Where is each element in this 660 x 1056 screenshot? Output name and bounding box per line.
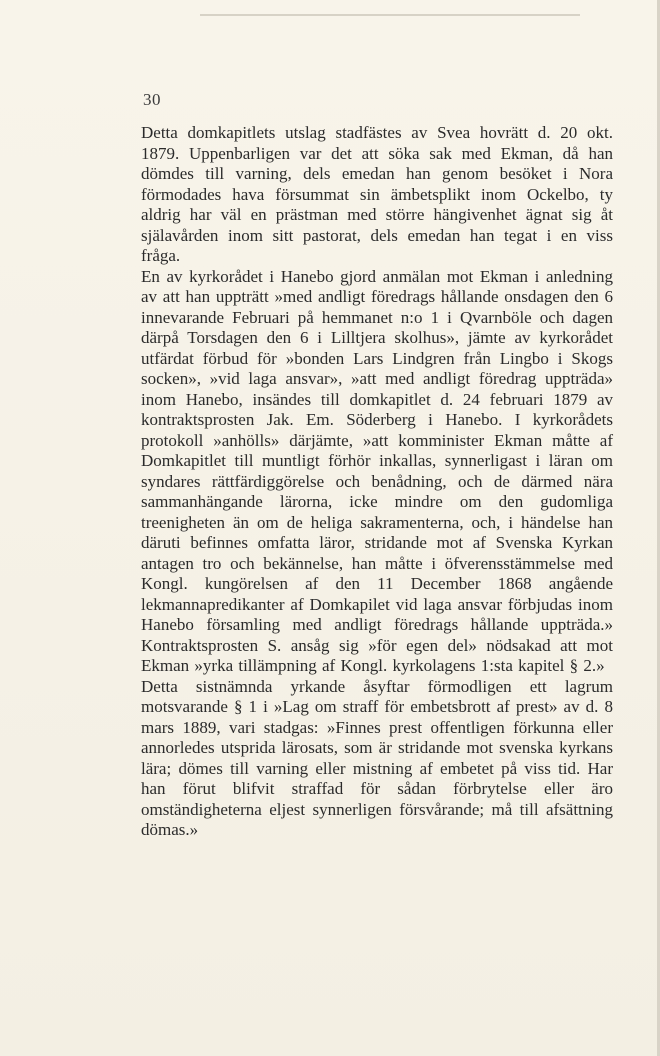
- paragraph-3: Detta sistnämnda yrkande åsyftar förmodligen ett lagrum motsvarande § 1 i »Lag om straff för embetsbrott af prest» av d. 8 mars 1889, vari stadgas: »Finnes prest offentligen förkunna eller annorledes utsprida lärosats, som är stridande mot svenska kyrkans lära; dömes till varning eller mistning af embetet på viss tid. Har han förut blifvit straffad för sådan förbrytelse eller äro omständigheterna eljest synnerligen försvårande; må till afsättning dömas.»: [141, 676, 613, 839]
- body-text: [141, 123, 613, 841]
- paragraph-2: En av kyrkorådet i Hanebo gjord anmälan mot Ekman i anledning av att han uppträtt »med andligt föredrags hållande onsdagen den 6 innevarande Februari på hemmanet n:o 1 i Qvarnböle och dagen därpå Torsdagen den 6 i Lilltjera skolhus», jämte av kyrkorådet utfärdat förbud för »bonden Lars Lindgren från Lingbo i Skogs socken», »vid laga ansvar», »att med andligt föredrag uppträda» inom Hanebo, insändes till domkapitlet d. 24 februari 1879 av kontraktsprosten Jak. Em. Söderberg i Hanebo. I kyrkorådets protokoll »anhölls» därjämte, »att komminister Ekman måtte af Domkapitlet till muntligt förhör inkallas, synnerligast i läran om syndares rättfärdiggörelse och benådning, och de därmed nära sammanhängande lärorna, icke mindre om den gudomliga treenigheten än om de heliga sakramenterna, och, i händelse han däruti befinnes omfatta läror, stridande mot af Svenska Kyrkan antagen tro och bekännelse, han måtte i öfverensstämmelse med Kongl. kungörelsen af den 11 December 1868 angående lekmannapredikanter af Domkapilet vid laga ansvar förbjudas inom Hanebo församling med andligt föredrags hållande uppträda.» Kontraktsprosten S. ansåg sig »för egen del» nödsakad att mot Ekman »yrka tillämpning af Kongl. kyrkolagens 1:sta kapitel § 2.»: [141, 266, 613, 675]
- paragraph-1: Detta domkapitlets utslag stadfästes av Svea hovrätt d. 20 okt. 1879. Uppenbarligen var det att söka sak med Ekman, då han dömdes till varning, dels emedan han genom besöket i Nora förmodades hava försummat sin ämbetsplikt inom Ockelbo, ty aldrig har väl en prästman med större hängivenhet ägnat sig åt själavården inom sitt pastorat, dels emedan han tegat i en viss fråga.: [141, 123, 613, 265]
- page-number: 30: [143, 90, 161, 109]
- top-edge-mark: [200, 14, 580, 16]
